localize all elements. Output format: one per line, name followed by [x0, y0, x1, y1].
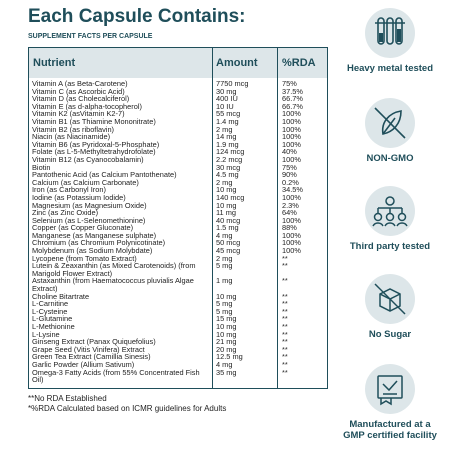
nutrient-rda: 37.5%	[282, 86, 303, 96]
badge-no-sugar	[340, 272, 440, 340]
badge-non-gmo	[340, 96, 440, 164]
nutrient-rda: 100%	[282, 215, 301, 225]
nutrient-amount: 20 mg	[216, 344, 237, 354]
nutrient-amount: 1.4 mg	[216, 116, 239, 126]
nutrient-name: Omega-3 Fatty Acids (from 55% Concentrated Fish Oil)	[32, 367, 200, 385]
nutrient-name: Vitamin A (as Beta-Carotene)	[32, 79, 128, 88]
nutrient-rda: 100%	[282, 124, 301, 134]
badge-heavy-metal	[340, 6, 440, 74]
badge-label: No Sugar	[368, 329, 412, 340]
nutrient-amount: 140 mcg	[216, 192, 245, 202]
nutrient-amount: 45 mcg	[216, 246, 241, 256]
table-row	[29, 277, 327, 292]
nutrient-name: Vitamin B1 (as Thiamine Mononitrate)	[32, 116, 156, 126]
nutrient-name: Garlic Powder (Allium Sativum)	[32, 359, 135, 369]
nutrient-amount: 40 mcg	[216, 215, 241, 225]
nutrient-rda: **	[282, 299, 288, 309]
footnote-no-rda: **No RDA Established	[28, 394, 107, 403]
nutrient-rda: **	[282, 359, 288, 369]
nutrient-amount: 1.5 mg	[216, 223, 239, 233]
nutrient-name: Niacin (as Niacinamide)	[32, 132, 111, 142]
nutrient-rda: **	[282, 322, 288, 331]
badge-third-party	[340, 184, 440, 252]
nutrient-amount: 50 mcg	[216, 238, 241, 248]
nutrient-amount: 7750 mcg	[216, 79, 249, 88]
nutrient-amount: 10 IU	[216, 101, 234, 111]
nutrient-amount: 4.5 mg	[216, 170, 239, 180]
nutrient-rda: **	[282, 337, 288, 347]
nutrient-amount: 10 mg	[216, 322, 237, 331]
nutrient-rda: **	[282, 367, 288, 377]
nutrient-name: L-Lysine	[32, 329, 60, 339]
nutrient-name: L-Methionine	[32, 322, 75, 331]
nutrient-amount: 10 mg	[216, 291, 237, 301]
nutrient-name: Chromium (as Chromium Polynicotinate)	[32, 238, 166, 248]
nutrient-name: Vitamin D (as Cholecalciferol)	[32, 94, 130, 104]
nutrient-name: Magnesium (as Magnesium Oxide)	[32, 200, 147, 210]
nutrient-name: L-Glutamine	[32, 314, 73, 324]
nutrient-rda: 66.7%	[282, 94, 303, 104]
nutrient-name: Biotin	[32, 162, 51, 172]
badge-label: NON-GMO	[366, 153, 414, 164]
badge-label: Manufactured at a GMP certified facility	[343, 419, 437, 441]
nutrient-name: Green Tea Extract (Camillia Sinesis)	[32, 352, 151, 362]
nutrient-name: Zinc (as Zinc Oxide)	[32, 208, 99, 218]
nutrient-name: Ginseng Extract (Panax Quiquefolius)	[32, 337, 156, 347]
third-party-network-icon	[363, 184, 417, 238]
nutrient-amount: 2.2 mcg	[216, 154, 243, 164]
nutrient-name: Vitamin B6 (as Pyridoxal-5-Phosphate)	[32, 139, 160, 149]
nutrient-amount: 2 mg	[216, 253, 233, 263]
nutrient-name: Folate (as L-5-Methyltetrahydrofolate)	[32, 147, 156, 157]
nutrient-name: L-Carnitine	[32, 299, 69, 309]
no-sugar-cubes-icon	[363, 272, 417, 326]
nutrient-rda: **	[282, 306, 288, 316]
page-title: Each Capsule Contains:	[28, 6, 246, 27]
nutrient-amount: 21 mg	[216, 337, 237, 347]
nutrient-amount: 2 mg	[216, 124, 233, 134]
nutrient-rda: 40%	[282, 147, 297, 157]
nutrient-name: Selenium (as L-Selenomethionine)	[32, 215, 146, 225]
header-amount: Amount	[216, 57, 258, 69]
nutrient-name: Iron (as Carbonyl Iron)	[32, 185, 106, 195]
badge-label: Third party tested	[349, 241, 431, 252]
nutrient-amount: 11 mg	[216, 208, 236, 218]
nutrient-rda: 34.5%	[282, 185, 303, 195]
nutrient-name: L-Cysteine	[32, 306, 68, 316]
nutrient-rda: 100%	[282, 109, 301, 119]
footnote-icmr: *%RDA Calculated based on ICMR guidelines for Adults	[28, 404, 227, 413]
nutrient-rda: 100%	[282, 238, 301, 248]
nutrient-rda: **	[282, 291, 288, 301]
nutrient-name: Lutein & Zeaxanthin (as Mixed Carotenoids) (from Marigold Flower Extract)	[32, 261, 196, 278]
nutrient-name: Pantothenic Acid (as Calcium Pantothenate)	[32, 170, 177, 180]
nutrient-amount: 5 mg	[216, 306, 233, 316]
nutrient-rda: **	[282, 344, 288, 354]
nutrient-amount: 1 mg	[216, 276, 233, 286]
nutrient-rda: 100%	[282, 246, 301, 256]
table-row	[29, 369, 327, 384]
nutrient-name: Vitamin B12 (as Cyanocobalamin)	[32, 154, 144, 164]
nutrient-name: Grape Seed (Vitis Vinifera) Extract	[32, 344, 145, 354]
nutrient-rda: 100%	[282, 116, 301, 126]
nutrient-amount: 15 mg	[216, 314, 237, 324]
page-subtitle: SUPPLEMENT FACTS PER CAPSULE	[28, 33, 153, 40]
nutrient-rda: **	[282, 314, 288, 324]
nutrient-rda: **	[282, 276, 288, 286]
nutrient-amount: 10 mg	[216, 329, 237, 339]
nutrient-table	[28, 47, 328, 389]
nutrient-amount: 4 mg	[216, 230, 233, 240]
nutrient-name: Molybdenum (as Sodium Molybdate)	[32, 246, 153, 256]
nutrient-amount: 124 mcg	[216, 147, 245, 157]
nutrient-rda: 100%	[282, 132, 301, 142]
nutrient-amount: 30 mg	[216, 86, 237, 96]
nutrient-amount: 55 mcg	[216, 109, 241, 119]
table-body	[29, 80, 327, 384]
non-gmo-leaf-icon	[363, 96, 417, 150]
nutrient-amount: 5 mg	[216, 261, 233, 271]
nutrient-name: Manganese (as Manganese sulphate)	[32, 230, 157, 240]
nutrient-rda: **	[282, 253, 288, 263]
nutrient-amount: 12.5 mg	[216, 352, 243, 362]
nutrient-rda: 100%	[282, 154, 301, 164]
nutrient-rda: 100%	[282, 230, 301, 240]
nutrient-rda: 64%	[282, 208, 297, 218]
nutrient-name: Vitamin E (as d-alpha-tocopherol)	[32, 101, 142, 111]
nutrient-amount: 30 mcg	[216, 162, 241, 172]
footnotes	[28, 394, 226, 414]
nutrient-name: Iodine (as Potassium Iodide)	[32, 192, 126, 202]
nutrient-rda: **	[282, 261, 288, 271]
nutrient-rda: **	[282, 329, 288, 339]
nutrient-amount: 1.9 mg	[216, 139, 239, 149]
badge-gmp	[340, 362, 440, 441]
nutrient-rda: 75%	[282, 79, 297, 88]
nutrient-name: Calcium (as Calcium Carbonate)	[32, 177, 139, 187]
nutrient-name: Vitamin B2 (as riboflavin)	[32, 124, 115, 134]
test-tubes-icon	[363, 6, 417, 60]
nutrient-name: Lycopene (from Tomato Extract)	[32, 253, 137, 263]
nutrient-rda: 90%	[282, 170, 297, 180]
nutrient-amount: 2 mg	[216, 177, 233, 187]
nutrient-rda: 66.7%	[282, 101, 303, 111]
nutrient-amount: 5 mg	[216, 299, 233, 309]
nutrient-amount: 400 IU	[216, 94, 238, 104]
nutrient-name: Vitamin C (as Ascorbic Acid)	[32, 86, 125, 96]
nutrient-name: Vitamin K2 (asVitamin K2-7)	[32, 109, 125, 119]
nutrient-rda: 100%	[282, 139, 301, 149]
nutrient-amount: 10 mg	[216, 185, 237, 195]
table-header	[29, 48, 327, 78]
nutrient-rda: 0.2%	[282, 177, 299, 187]
nutrient-name: Copper (as Copper Gluconate)	[32, 223, 134, 233]
nutrient-name: Choline Bitartrate	[32, 291, 90, 301]
gmp-badge-icon	[363, 362, 417, 416]
badge-label: Heavy metal tested	[346, 63, 434, 74]
nutrient-amount: 4 mg	[216, 359, 233, 369]
nutrient-rda: 75%	[282, 162, 297, 172]
nutrient-amount: 14 mg	[216, 132, 237, 142]
header-nutrient: Nutrient	[33, 57, 76, 69]
nutrient-name: Astaxanthin (from Haematococcus pluvialis Algae Extract)	[32, 276, 194, 294]
nutrient-rda: 2.3%	[282, 200, 299, 210]
nutrient-amount: 10 mg	[216, 200, 237, 210]
header-rda: %RDA	[282, 57, 316, 69]
nutrient-rda: 88%	[282, 223, 297, 233]
nutrient-rda: **	[282, 352, 288, 362]
nutrient-rda: 100%	[282, 192, 301, 202]
nutrient-amount: 35 mg	[216, 367, 237, 377]
table-row	[29, 262, 327, 277]
